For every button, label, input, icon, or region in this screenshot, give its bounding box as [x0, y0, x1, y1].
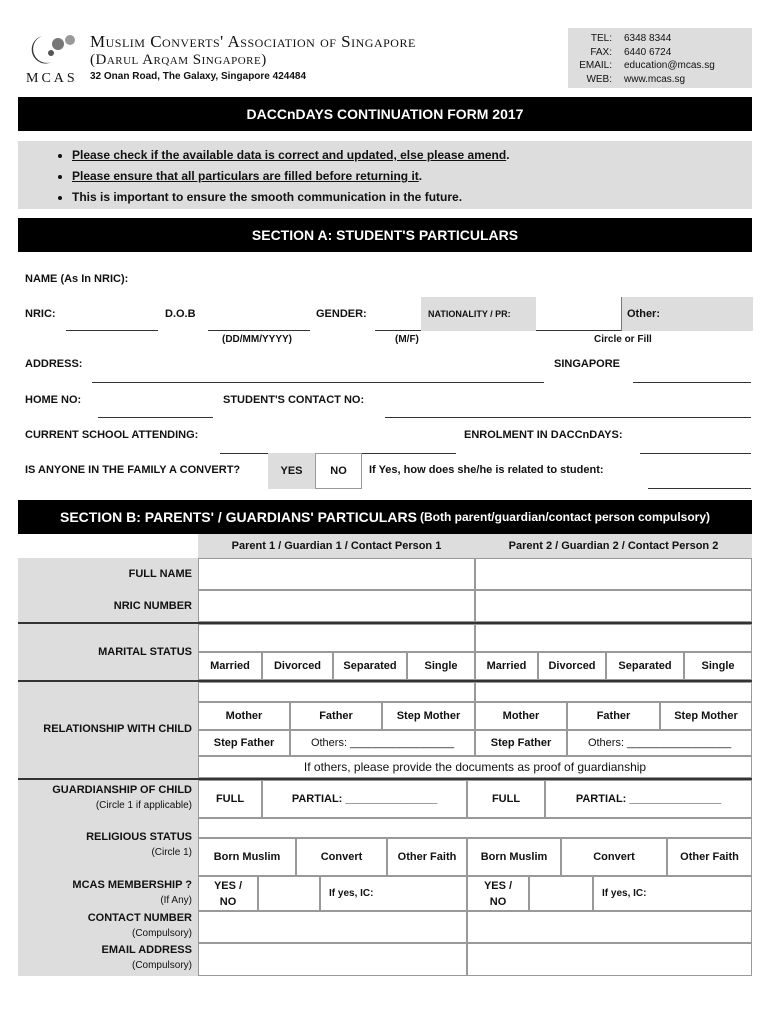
email-address-label: EMAIL ADDRESS: [101, 944, 192, 956]
marital-separated-p1[interactable]: Separated: [333, 652, 407, 680]
guardianship-hint: (Circle 1 if applicable): [95, 800, 192, 811]
logo-mark-icon: [26, 30, 82, 70]
dob-hint: (DD/MM/YYYY): [222, 334, 292, 345]
nric-number-label: NRIC NUMBER: [113, 600, 192, 612]
org-subtitle: (Darul Arqam Singapore): [90, 52, 267, 68]
nationality-label: NATIONALITY / PR:: [428, 309, 511, 319]
guardianship-label: GUARDIANSHIP OF CHILD: [52, 784, 192, 796]
contact-p2[interactable]: [467, 911, 752, 943]
marital-status-label: MARITAL STATUS: [98, 646, 192, 658]
guardianship-partial-p2[interactable]: PARTIAL: _______________: [545, 780, 752, 818]
marital-separated-p2[interactable]: Separated: [606, 652, 684, 680]
form-title: DACCnDAYS CONTINUATION FORM 2017: [18, 97, 752, 131]
name-field[interactable]: [150, 286, 750, 287]
org-name: Muslim Converts' Association of Singapore: [90, 32, 416, 51]
marital-top-p1[interactable]: [198, 624, 475, 652]
marital-single-p2[interactable]: Single: [684, 652, 752, 680]
email-compulsory: (Compulsory): [131, 960, 192, 971]
religious-top[interactable]: [198, 818, 752, 838]
nric-p2[interactable]: [475, 590, 752, 622]
rel-mother-p1[interactable]: Mother: [198, 702, 290, 730]
nric-label: NRIC:: [25, 308, 56, 320]
religious-convert-p2[interactable]: Convert: [561, 838, 667, 876]
religious-born-p1[interactable]: Born Muslim: [198, 838, 296, 876]
membership-blank-p1[interactable]: [258, 876, 320, 911]
web-value[interactable]: www.mcas.sg: [624, 73, 686, 85]
membership-label: MCAS MEMBERSHIP ?: [72, 879, 192, 891]
postal-code-field[interactable]: [633, 382, 751, 383]
section-a-title: SECTION A: STUDENT'S PARTICULARS: [18, 218, 752, 252]
religious-other-p1[interactable]: Other Faith: [387, 838, 467, 876]
marital-divorced-p1[interactable]: Divorced: [262, 652, 333, 680]
email-p2[interactable]: [467, 943, 752, 976]
membership-hint: (If Any): [160, 895, 192, 906]
full-name-p1[interactable]: [198, 558, 475, 590]
web-label: WEB:: [586, 73, 612, 85]
relationship-top-p2[interactable]: [475, 682, 752, 702]
nationality-field[interactable]: [536, 330, 621, 331]
rel-stepmother-p1[interactable]: Step Mother: [382, 702, 475, 730]
section-b-title: SECTION B: PARENTS' / GUARDIANS' PARTICULARS (Both parent/guardian/contact person compulsory): [18, 500, 752, 534]
enrol-field[interactable]: [640, 453, 751, 454]
rel-note: If others, please provide the documents as proof of guardianship: [198, 756, 752, 778]
nric-field[interactable]: [66, 330, 158, 331]
rel-stepmother-p2[interactable]: Step Mother: [660, 702, 752, 730]
nric-p1[interactable]: [198, 590, 475, 622]
tel-label: TEL:: [590, 33, 612, 44]
tel-value: 6348 8344: [624, 33, 672, 44]
address-field[interactable]: [92, 382, 544, 383]
other-label: Other:: [627, 308, 660, 320]
convert-no-box[interactable]: NO: [315, 453, 362, 489]
rel-father-p1[interactable]: Father: [290, 702, 382, 730]
org-address: 32 Onan Road, The Galaxy, Singapore 424484: [90, 71, 307, 82]
note-item: • This is important to ensure the smooth communication in the future.: [72, 187, 752, 208]
circle-hint: Circle or Fill: [594, 334, 652, 345]
school-label: CURRENT SCHOOL ATTENDING:: [25, 429, 199, 441]
rel-stepfather-p1[interactable]: Step Father: [198, 730, 290, 756]
gender-hint: (M/F): [395, 334, 419, 345]
email-value[interactable]: education@mcas.sg: [624, 60, 715, 71]
rel-mother-p2[interactable]: Mother: [475, 702, 567, 730]
marital-top-p2[interactable]: [475, 624, 752, 652]
religious-convert-p1[interactable]: Convert: [296, 838, 387, 876]
dob-field[interactable]: [208, 330, 310, 331]
guardianship-full-p2[interactable]: FULL: [467, 780, 545, 818]
rel-stepfather-p2[interactable]: Step Father: [475, 730, 567, 756]
col-header-parent1: Parent 1 / Guardian 1 / Contact Person 1: [198, 534, 475, 558]
guardianship-partial-p1[interactable]: PARTIAL: _______________: [262, 780, 467, 818]
dob-label: D.O.B: [165, 308, 196, 320]
related-field[interactable]: [648, 488, 751, 489]
home-field[interactable]: [98, 417, 213, 418]
membership-yesno-p1[interactable]: YES / NO: [198, 876, 258, 911]
contact-compulsory: (Compulsory): [131, 928, 192, 939]
col-header-parent2: Parent 2 / Guardian 2 / Contact Person 2: [475, 534, 752, 558]
full-name-label: FULL NAME: [128, 568, 192, 580]
singapore-label: SINGAPORE: [554, 358, 621, 370]
rel-others-p2[interactable]: Others: _________________: [567, 730, 752, 756]
name-label: NAME (As In NRIC):: [25, 273, 129, 285]
fax-label: FAX:: [590, 46, 612, 58]
convert-yes-box[interactable]: YES: [268, 453, 315, 489]
religious-other-p2[interactable]: Other Faith: [667, 838, 752, 876]
relationship-top-p1[interactable]: [198, 682, 475, 702]
gender-label: GENDER:: [316, 308, 367, 320]
email-p1[interactable]: [198, 943, 467, 976]
marital-divorced-p2[interactable]: Divorced: [538, 652, 606, 680]
convert-label: IS ANYONE IN THE FAMILY A CONVERT?: [25, 464, 241, 476]
logo-text: MCAS: [26, 71, 78, 86]
rel-others-p1[interactable]: Others: _________________: [290, 730, 475, 756]
contact-label: STUDENT'S CONTACT NO:: [223, 394, 365, 406]
email-label: EMAIL:: [579, 60, 612, 71]
religious-label: RELIGIOUS STATUS: [86, 831, 192, 843]
membership-ic-p1[interactable]: If yes, IC:: [320, 876, 467, 911]
address-label: ADDRESS:: [25, 358, 83, 370]
religious-born-p2[interactable]: Born Muslim: [467, 838, 561, 876]
full-name-p2[interactable]: [475, 558, 752, 590]
marital-single-p1[interactable]: Single: [407, 652, 475, 680]
rel-father-p2[interactable]: Father: [567, 702, 660, 730]
contact-box: [568, 28, 752, 88]
contact-p1[interactable]: [198, 911, 467, 943]
fax-value: 6440 6724: [624, 46, 672, 58]
home-label: HOME NO:: [25, 394, 82, 406]
relationship-label: RELATIONSHIP WITH CHILD: [43, 723, 192, 735]
membership-ic-p2[interactable]: If yes, IC:: [593, 876, 752, 911]
gender-field[interactable]: [375, 330, 425, 331]
membership-yesno-p2[interactable]: YES / NO: [467, 876, 529, 911]
religious-hint: (Circle 1): [151, 847, 192, 858]
contact-field[interactable]: [385, 417, 751, 418]
enrol-label: ENROLMENT IN DACCnDAYS:: [464, 429, 623, 441]
guardianship-full-p1[interactable]: FULL: [198, 780, 262, 818]
membership-blank-p2[interactable]: [529, 876, 593, 911]
note-item: • Please ensure that all particulars are filled before returning it.: [72, 166, 752, 187]
related-label: If Yes, how does she/he is related to student:: [369, 464, 604, 476]
marital-married-p1[interactable]: Married: [198, 652, 262, 680]
marital-married-p2[interactable]: Married: [475, 652, 538, 680]
logo: [26, 30, 82, 88]
notes-box: [18, 141, 752, 209]
contact-number-label: CONTACT NUMBER: [87, 912, 192, 924]
note-item: • Please check if the available data is correct and updated, else please amend.: [72, 145, 752, 166]
